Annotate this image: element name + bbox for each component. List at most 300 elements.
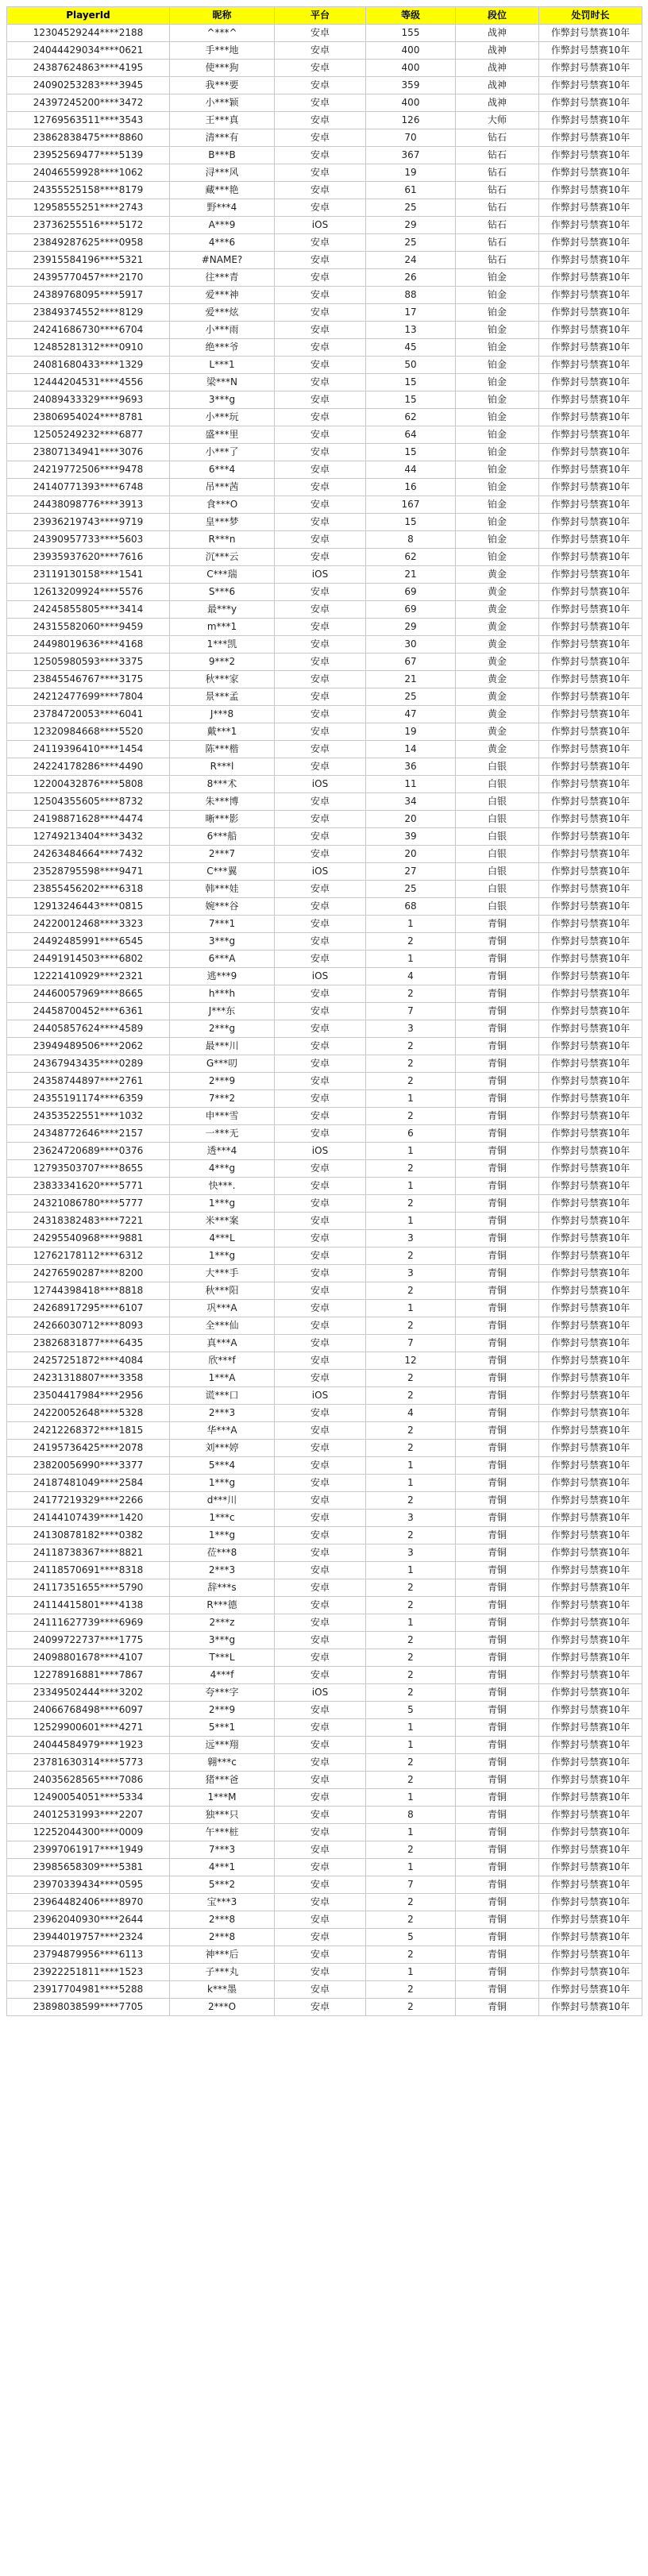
nickname-cell: C***瑞: [170, 566, 275, 584]
level-cell: 2: [366, 1492, 456, 1510]
rank-cell: 黄金: [456, 636, 539, 654]
penalty-cell: 作弊封号禁赛10年: [539, 1702, 642, 1719]
table-row: [7, 531, 642, 549]
player-id-cell: 23820056990****3377: [7, 1457, 170, 1475]
player-id-cell: 24044429034****0621: [7, 42, 170, 60]
penalty-cell: 作弊封号禁赛10年: [539, 461, 642, 479]
rank-cell: 青铜: [456, 1999, 539, 2016]
player-id-cell: 24355525158****8179: [7, 182, 170, 199]
penalty-cell: 作弊封号禁赛10年: [539, 811, 642, 828]
nickname-cell: 7***1: [170, 916, 275, 933]
rank-cell: 青铜: [456, 916, 539, 933]
table-row: [7, 1352, 642, 1370]
level-cell: 34: [366, 793, 456, 811]
nickname-cell: 2***O: [170, 1999, 275, 2016]
table-row: [7, 374, 642, 391]
nickname-cell: 景***孟: [170, 688, 275, 706]
player-id-cell: 23826831877****6435: [7, 1335, 170, 1352]
penalty-cell: 作弊封号禁赛10年: [539, 1282, 642, 1300]
player-id-cell: 12444204531****4556: [7, 374, 170, 391]
platform-cell: 安卓: [275, 1160, 366, 1178]
nickname-cell: k***墨: [170, 1981, 275, 1999]
nickname-cell: 米***案: [170, 1213, 275, 1230]
penalty-cell: 作弊封号禁赛10年: [539, 129, 642, 147]
platform-cell: 安卓: [275, 479, 366, 496]
rank-cell: 青铜: [456, 1754, 539, 1772]
rank-cell: 青铜: [456, 1178, 539, 1195]
player-id-cell: 24358744897****2761: [7, 1073, 170, 1090]
player-id-cell: 24012531993****2207: [7, 1807, 170, 1824]
player-id-cell: 12762178112****6312: [7, 1248, 170, 1265]
nickname-cell: 韩***娃: [170, 881, 275, 898]
player-id-cell: 12485281312****0910: [7, 339, 170, 357]
table-row: [7, 1579, 642, 1597]
level-cell: 1: [366, 1178, 456, 1195]
level-cell: 2: [366, 1317, 456, 1335]
level-cell: 20: [366, 846, 456, 863]
nickname-cell: 2***z: [170, 1614, 275, 1632]
table-row: [7, 1544, 642, 1562]
platform-cell: iOS: [275, 776, 366, 793]
table-row: [7, 269, 642, 287]
rank-cell: 黄金: [456, 584, 539, 601]
table-row: [7, 1859, 642, 1876]
penalty-cell: 作弊封号禁赛10年: [539, 1614, 642, 1632]
level-cell: 15: [366, 514, 456, 531]
rank-cell: 青铜: [456, 1824, 539, 1841]
level-cell: 1: [366, 1737, 456, 1754]
rank-cell: 白银: [456, 898, 539, 916]
player-id-cell: 24187481049****2584: [7, 1475, 170, 1492]
nickname-cell: 全***仙: [170, 1317, 275, 1335]
player-id-cell: 23935937620****7616: [7, 549, 170, 566]
player-id-cell: 24140771393****6748: [7, 479, 170, 496]
table-row: [7, 1248, 642, 1265]
penalty-cell: 作弊封号禁赛10年: [539, 1248, 642, 1265]
rank-cell: 钻石: [456, 147, 539, 164]
platform-cell: 安卓: [275, 1772, 366, 1789]
platform-cell: 安卓: [275, 374, 366, 391]
table-row: [7, 706, 642, 723]
table-row: [7, 129, 642, 147]
nickname-cell: 晰***影: [170, 811, 275, 828]
nickname-cell: 5***4: [170, 1457, 275, 1475]
table-row: [7, 339, 642, 357]
penalty-cell: 作弊封号禁赛10年: [539, 1440, 642, 1457]
rank-cell: 青铜: [456, 1405, 539, 1422]
player-id-cell: 23952569477****5139: [7, 147, 170, 164]
level-cell: 3: [366, 1265, 456, 1282]
level-cell: 17: [366, 304, 456, 322]
table-row: [7, 1405, 642, 1422]
rank-cell: 黄金: [456, 566, 539, 584]
player-id-cell: 23833341620****5771: [7, 1178, 170, 1195]
penalty-cell: 作弊封号禁赛10年: [539, 1929, 642, 1946]
table-row: [7, 1841, 642, 1859]
rank-cell: 铂金: [456, 461, 539, 479]
rank-cell: 铂金: [456, 269, 539, 287]
rank-cell: 战神: [456, 77, 539, 94]
table-row: [7, 584, 642, 601]
player-id-cell: 12504355605****8732: [7, 793, 170, 811]
platform-cell: 安卓: [275, 182, 366, 199]
penalty-cell: 作弊封号禁赛10年: [539, 863, 642, 881]
level-cell: 2: [366, 1248, 456, 1265]
rank-cell: 青铜: [456, 1282, 539, 1300]
nickname-cell: h***h: [170, 985, 275, 1003]
player-id-cell: 24046559928****1062: [7, 164, 170, 182]
rank-cell: 青铜: [456, 1440, 539, 1457]
rank-cell: 青铜: [456, 1248, 539, 1265]
rank-cell: 青铜: [456, 1876, 539, 1894]
table-row: [7, 1772, 642, 1789]
nickname-cell: 翱***c: [170, 1754, 275, 1772]
nickname-cell: 7***3: [170, 1841, 275, 1859]
nickname-cell: 2***9: [170, 1073, 275, 1090]
table-row: [7, 25, 642, 42]
level-cell: 64: [366, 426, 456, 444]
penalty-cell: 作弊封号禁赛10年: [539, 1195, 642, 1213]
player-id-cell: 24268917295****6107: [7, 1300, 170, 1317]
rank-cell: 青铜: [456, 1929, 539, 1946]
level-cell: 3: [366, 1230, 456, 1248]
player-id-cell: 12749213404****3432: [7, 828, 170, 846]
player-id-cell: 24355191174****6359: [7, 1090, 170, 1108]
nickname-cell: 午***桩: [170, 1824, 275, 1841]
level-cell: 16: [366, 479, 456, 496]
penalty-cell: 作弊封号禁赛10年: [539, 584, 642, 601]
penalty-cell: 作弊封号禁赛10年: [539, 1003, 642, 1020]
rank-cell: 铂金: [456, 339, 539, 357]
player-id-cell: 24276590287****8200: [7, 1265, 170, 1282]
player-id-cell: 24295540968****9881: [7, 1230, 170, 1248]
penalty-cell: 作弊封号禁赛10年: [539, 985, 642, 1003]
nickname-cell: 秋***阳: [170, 1282, 275, 1300]
platform-cell: 安卓: [275, 1929, 366, 1946]
player-id-cell: 24219772506****9478: [7, 461, 170, 479]
platform-cell: 安卓: [275, 811, 366, 828]
table-row: [7, 1475, 642, 1492]
table-row: [7, 496, 642, 514]
nickname-cell: R***l: [170, 758, 275, 776]
rank-cell: 青铜: [456, 1579, 539, 1597]
nickname-cell: 7***2: [170, 1090, 275, 1108]
level-cell: 5: [366, 1702, 456, 1719]
platform-cell: 安卓: [275, 1230, 366, 1248]
rank-cell: 黄金: [456, 688, 539, 706]
nickname-cell: 浔***风: [170, 164, 275, 182]
table-row: [7, 566, 642, 584]
level-cell: 1: [366, 1090, 456, 1108]
nickname-cell: 5***1: [170, 1719, 275, 1737]
level-cell: 2: [366, 1999, 456, 2016]
rank-cell: 青铜: [456, 1055, 539, 1073]
nickname-cell: 梁***N: [170, 374, 275, 391]
penalty-cell: 作弊封号禁赛10年: [539, 758, 642, 776]
player-id-cell: 24098801678****4107: [7, 1649, 170, 1667]
penalty-cell: 作弊封号禁赛10年: [539, 1649, 642, 1667]
nickname-cell: 4***L: [170, 1230, 275, 1248]
player-id-cell: 24212268372****1815: [7, 1422, 170, 1440]
platform-cell: 安卓: [275, 1702, 366, 1719]
nickname-cell: 夸***字: [170, 1684, 275, 1702]
player-id-cell: 24130878182****0382: [7, 1527, 170, 1544]
platform-cell: 安卓: [275, 339, 366, 357]
rank-cell: 黄金: [456, 654, 539, 671]
player-id-cell: 24458700452****6361: [7, 1003, 170, 1020]
platform-cell: 安卓: [275, 164, 366, 182]
table-row: [7, 1160, 642, 1178]
penalty-cell: 作弊封号禁赛10年: [539, 723, 642, 741]
penalty-cell: 作弊封号禁赛10年: [539, 1876, 642, 1894]
player-id-cell: 12505249232****6877: [7, 426, 170, 444]
penalty-cell: 作弊封号禁赛10年: [539, 1667, 642, 1684]
table-row: [7, 1911, 642, 1929]
penalty-cell: 作弊封号禁赛10年: [539, 968, 642, 985]
nickname-cell: 1***g: [170, 1475, 275, 1492]
player-id-cell: 12490054051****5334: [7, 1789, 170, 1807]
level-cell: 30: [366, 636, 456, 654]
platform-cell: 安卓: [275, 723, 366, 741]
player-id-cell: 24498019636****4168: [7, 636, 170, 654]
platform-cell: 安卓: [275, 846, 366, 863]
rank-cell: 铂金: [456, 322, 539, 339]
rank-cell: 青铜: [456, 1841, 539, 1859]
rank-cell: 青铜: [456, 1859, 539, 1876]
platform-cell: 安卓: [275, 654, 366, 671]
table-row: [7, 1387, 642, 1405]
platform-cell: 安卓: [275, 409, 366, 426]
level-cell: 7: [366, 1876, 456, 1894]
penalty-cell: 作弊封号禁赛10年: [539, 1789, 642, 1807]
rank-cell: 青铜: [456, 1632, 539, 1649]
player-id-cell: 12913246443****0815: [7, 898, 170, 916]
player-id-cell: 24241686730****6704: [7, 322, 170, 339]
level-cell: 21: [366, 671, 456, 688]
rank-cell: 青铜: [456, 1894, 539, 1911]
platform-cell: iOS: [275, 1387, 366, 1405]
table-row: [7, 1527, 642, 1544]
level-cell: 400: [366, 42, 456, 60]
table-row: [7, 1370, 642, 1387]
nickname-cell: #NAME?: [170, 252, 275, 269]
penalty-cell: 作弊封号禁赛10年: [539, 1370, 642, 1387]
nickname-cell: 巩***A: [170, 1300, 275, 1317]
nickname-cell: B***B: [170, 147, 275, 164]
level-cell: 29: [366, 217, 456, 234]
nickname-cell: 刘***婷: [170, 1440, 275, 1457]
nickname-cell: 小***雨: [170, 322, 275, 339]
header-level: 等级: [366, 7, 456, 25]
platform-cell: 安卓: [275, 828, 366, 846]
rank-cell: 黄金: [456, 723, 539, 741]
platform-cell: 安卓: [275, 60, 366, 77]
penalty-cell: 作弊封号禁赛10年: [539, 531, 642, 549]
player-id-cell: 24220052648****5328: [7, 1405, 170, 1422]
platform-cell: 安卓: [275, 1911, 366, 1929]
player-id-cell: 23736255516****5172: [7, 217, 170, 234]
level-cell: 2: [366, 1894, 456, 1911]
table-row: [7, 1213, 642, 1230]
rank-cell: 青铜: [456, 1492, 539, 1510]
level-cell: 2: [366, 1841, 456, 1859]
level-cell: 2: [366, 1527, 456, 1544]
penalty-cell: 作弊封号禁赛10年: [539, 1684, 642, 1702]
platform-cell: 安卓: [275, 985, 366, 1003]
penalty-cell: 作弊封号禁赛10年: [539, 1562, 642, 1579]
player-id-cell: 23624720689****0376: [7, 1143, 170, 1160]
player-id-cell: 24321086780****5777: [7, 1195, 170, 1213]
player-id-cell: 24491914503****6802: [7, 951, 170, 968]
table-row: [7, 1946, 642, 1964]
platform-cell: 安卓: [275, 287, 366, 304]
level-cell: 1: [366, 916, 456, 933]
platform-cell: 安卓: [275, 1614, 366, 1632]
table-row: [7, 688, 642, 706]
platform-cell: 安卓: [275, 1178, 366, 1195]
level-cell: 2: [366, 1282, 456, 1300]
table-row: [7, 1195, 642, 1213]
penalty-cell: 作弊封号禁赛10年: [539, 636, 642, 654]
rank-cell: 铂金: [456, 549, 539, 566]
platform-cell: 安卓: [275, 1422, 366, 1440]
level-cell: 1: [366, 1562, 456, 1579]
platform-cell: 安卓: [275, 916, 366, 933]
nickname-cell: 爱***神: [170, 287, 275, 304]
level-cell: 1: [366, 1859, 456, 1876]
level-cell: 36: [366, 758, 456, 776]
penalty-cell: 作弊封号禁赛10年: [539, 1859, 642, 1876]
table-row: [7, 1020, 642, 1038]
player-id-cell: 23784720053****6041: [7, 706, 170, 723]
player-id-cell: 24195736425****2078: [7, 1440, 170, 1457]
rank-cell: 黄金: [456, 601, 539, 619]
nickname-cell: C***翼: [170, 863, 275, 881]
nickname-cell: 戴***1: [170, 723, 275, 741]
rank-cell: 青铜: [456, 1911, 539, 1929]
rank-cell: 青铜: [456, 1300, 539, 1317]
level-cell: 6: [366, 1125, 456, 1143]
table-row: [7, 1003, 642, 1020]
level-cell: 70: [366, 129, 456, 147]
nickname-cell: 3***g: [170, 391, 275, 409]
player-id-cell: 23528795598****9471: [7, 863, 170, 881]
level-cell: 2: [366, 1754, 456, 1772]
player-id-cell: 23849374552****8129: [7, 304, 170, 322]
rank-cell: 青铜: [456, 1684, 539, 1702]
penalty-cell: 作弊封号禁赛10年: [539, 60, 642, 77]
table-row: [7, 1981, 642, 1999]
player-id-cell: 24089433329****9693: [7, 391, 170, 409]
penalty-cell: 作弊封号禁赛10年: [539, 951, 642, 968]
level-cell: 14: [366, 741, 456, 758]
penalty-cell: 作弊封号禁赛10年: [539, 671, 642, 688]
level-cell: 44: [366, 461, 456, 479]
player-id-cell: 23845546767****3175: [7, 671, 170, 688]
nickname-cell: 2***8: [170, 1929, 275, 1946]
table-row: [7, 164, 642, 182]
penalty-cell: 作弊封号禁赛10年: [539, 601, 642, 619]
penalty-cell: 作弊封号禁赛10年: [539, 1230, 642, 1248]
player-id-cell: 23970339434****0595: [7, 1876, 170, 1894]
platform-cell: 安卓: [275, 234, 366, 252]
platform-cell: 安卓: [275, 601, 366, 619]
rank-cell: 青铜: [456, 1003, 539, 1020]
platform-cell: 安卓: [275, 1510, 366, 1527]
rank-cell: 青铜: [456, 1352, 539, 1370]
level-cell: 15: [366, 374, 456, 391]
nickname-cell: 辞***s: [170, 1579, 275, 1597]
table-row: [7, 1649, 642, 1667]
platform-cell: 安卓: [275, 898, 366, 916]
rank-cell: 青铜: [456, 1335, 539, 1352]
platform-cell: 安卓: [275, 1981, 366, 1999]
player-id-cell: 24099722737****1775: [7, 1632, 170, 1649]
header-player-id: PlayerId: [7, 7, 170, 25]
table-row: [7, 881, 642, 898]
rank-cell: 战神: [456, 94, 539, 112]
platform-cell: iOS: [275, 566, 366, 584]
platform-cell: 安卓: [275, 1125, 366, 1143]
level-cell: 1: [366, 1300, 456, 1317]
level-cell: 29: [366, 619, 456, 636]
rank-cell: 铂金: [456, 304, 539, 322]
level-cell: 167: [366, 496, 456, 514]
player-id-cell: 24353522551****1032: [7, 1108, 170, 1125]
penalty-cell: 作弊封号禁赛10年: [539, 1544, 642, 1562]
level-cell: 13: [366, 322, 456, 339]
rank-cell: 战神: [456, 60, 539, 77]
rank-cell: 白银: [456, 828, 539, 846]
penalty-cell: 作弊封号禁赛10年: [539, 1737, 642, 1754]
penalty-cell: 作弊封号禁赛10年: [539, 479, 642, 496]
level-cell: 2: [366, 1579, 456, 1597]
rank-cell: 铂金: [456, 357, 539, 374]
nickname-cell: 我***要: [170, 77, 275, 94]
rank-cell: 白银: [456, 811, 539, 828]
rank-cell: 青铜: [456, 1457, 539, 1475]
table-row: [7, 147, 642, 164]
nickname-cell: 4***6: [170, 234, 275, 252]
penalty-cell: 作弊封号禁赛10年: [539, 42, 642, 60]
player-id-cell: 24405857624****4589: [7, 1020, 170, 1038]
player-id-cell: 12744398418****8818: [7, 1282, 170, 1300]
table-row: [7, 601, 642, 619]
penalty-cell: 作弊封号禁赛10年: [539, 1824, 642, 1841]
table-row: [7, 479, 642, 496]
player-id-cell: 24044584979****1923: [7, 1737, 170, 1754]
level-cell: 1: [366, 1475, 456, 1492]
nickname-cell: 2***8: [170, 1911, 275, 1929]
nickname-cell: 1***A: [170, 1370, 275, 1387]
nickname-cell: 1***g: [170, 1195, 275, 1213]
level-cell: 2: [366, 1440, 456, 1457]
table-row: [7, 549, 642, 566]
rank-cell: 白银: [456, 846, 539, 863]
player-id-cell: 24245855805****3414: [7, 601, 170, 619]
player-id-cell: 12304529244****2188: [7, 25, 170, 42]
player-id-cell: 23862838475****8860: [7, 129, 170, 147]
level-cell: 2: [366, 1108, 456, 1125]
level-cell: 2: [366, 1422, 456, 1440]
penalty-cell: 作弊封号禁赛10年: [539, 1405, 642, 1422]
table-row: [7, 1719, 642, 1737]
table-row: [7, 741, 642, 758]
level-cell: 25: [366, 199, 456, 217]
nickname-cell: 宝***3: [170, 1894, 275, 1911]
penalty-cell: 作弊封号禁赛10年: [539, 444, 642, 461]
table-row: [7, 1492, 642, 1510]
